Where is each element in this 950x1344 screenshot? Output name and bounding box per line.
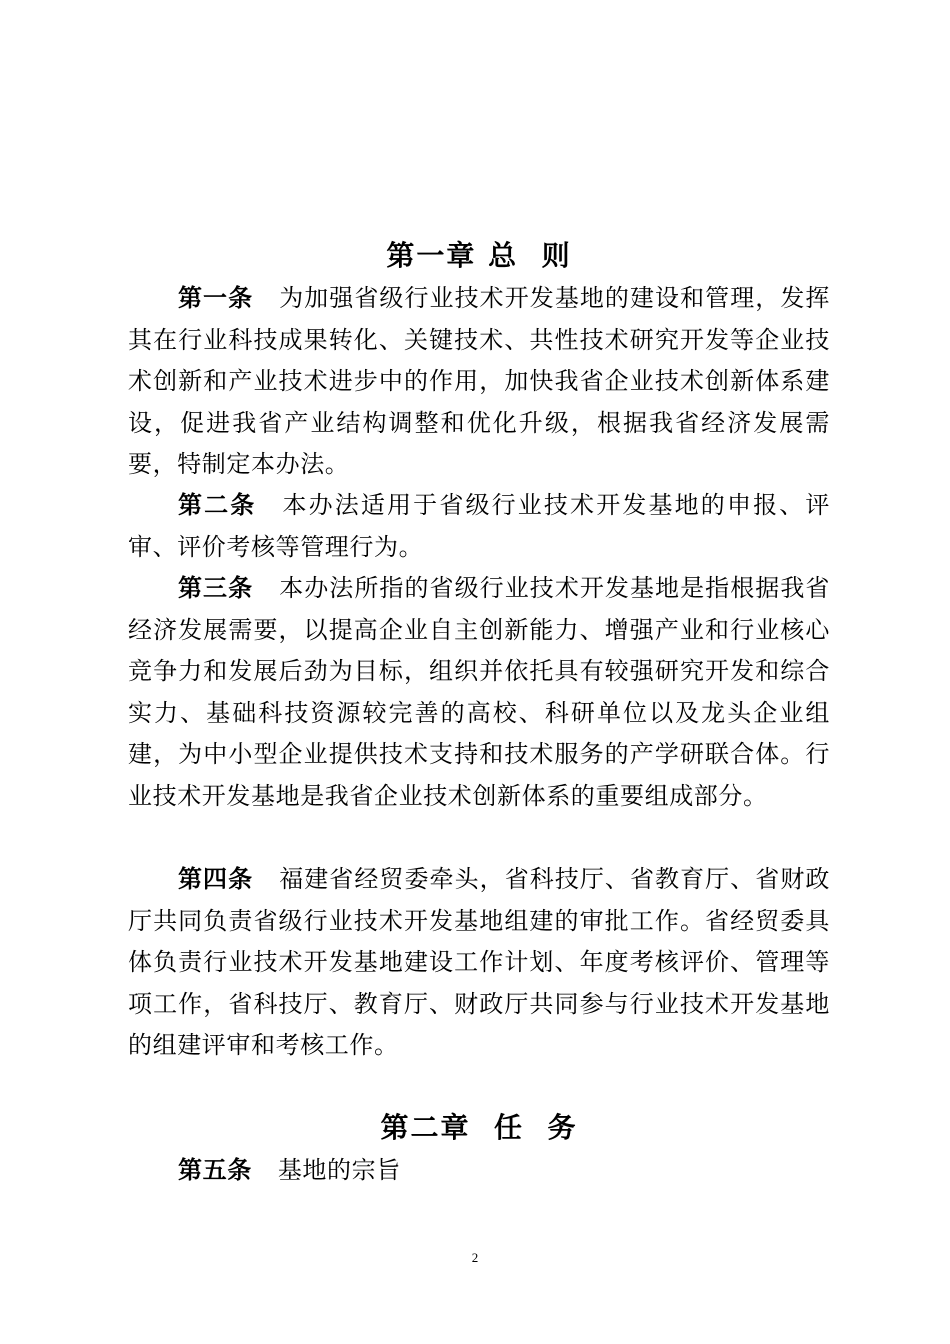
chapter-2-title: 第二章 任 务 bbox=[380, 1111, 578, 1144]
article-1-number: 第一条 bbox=[178, 284, 254, 312]
article-1-text: 为加强省级行业技术开发基地的建设和管理，发挥其在行业科技成果转化、关键技术、共性技术研究开发等企业技术创新和产业技术进步中的作用，加快我省企业技术创新体系建设，促进我省产业结构调整和优化升级，根据我省经济发展需要，特制定本办法。 bbox=[128, 284, 830, 479]
chapter-1-title: 第一章 总 则 bbox=[386, 239, 572, 272]
article-4-number: 第四条 bbox=[178, 865, 254, 893]
article-5-text: 基地的宗旨 bbox=[277, 1156, 401, 1184]
article-5-number: 第五条 bbox=[178, 1156, 252, 1184]
article-2 bbox=[128, 485, 830, 568]
article-3-number: 第三条 bbox=[178, 574, 254, 602]
article-3-text: 本办法所指的省级行业技术开发基地是指根据我省经济发展需要，以提高企业自主创新能力、增强产业和行业核心竞争力和发展后劲为目标，组织并依托具有较强研究开发和综合实力、基础科技资源较完善的高校、科研单位以及龙头企业组建，为中小型企业提供技术支持和技术服务的产学研联合体。行业技术开发基地是我省企业技术创新体系的重要组成部分。 bbox=[128, 574, 830, 810]
article-2-text: 本办法适用于省级行业技术开发基地的申报、评审、评价考核等管理行为。 bbox=[128, 491, 830, 561]
page-number: 2 bbox=[471, 1250, 479, 1265]
article-4 bbox=[128, 859, 830, 1067]
article-4-text: 福建省经贸委牵头，省科技厅、省教育厅、省财政厅共同负责省级行业技术开发基地组建的审批工作。省经贸委具体负责行业技术开发基地建设工作计划、年度考核评价、管理等项工作，省科技厅、教育厅、财政厅共同参与行业技术开发基地的组建评审和考核工作。 bbox=[128, 865, 830, 1060]
article-1 bbox=[128, 278, 830, 486]
article-3 bbox=[128, 568, 830, 818]
article-5 bbox=[128, 1150, 830, 1192]
article-2-number: 第二条 bbox=[178, 491, 257, 519]
